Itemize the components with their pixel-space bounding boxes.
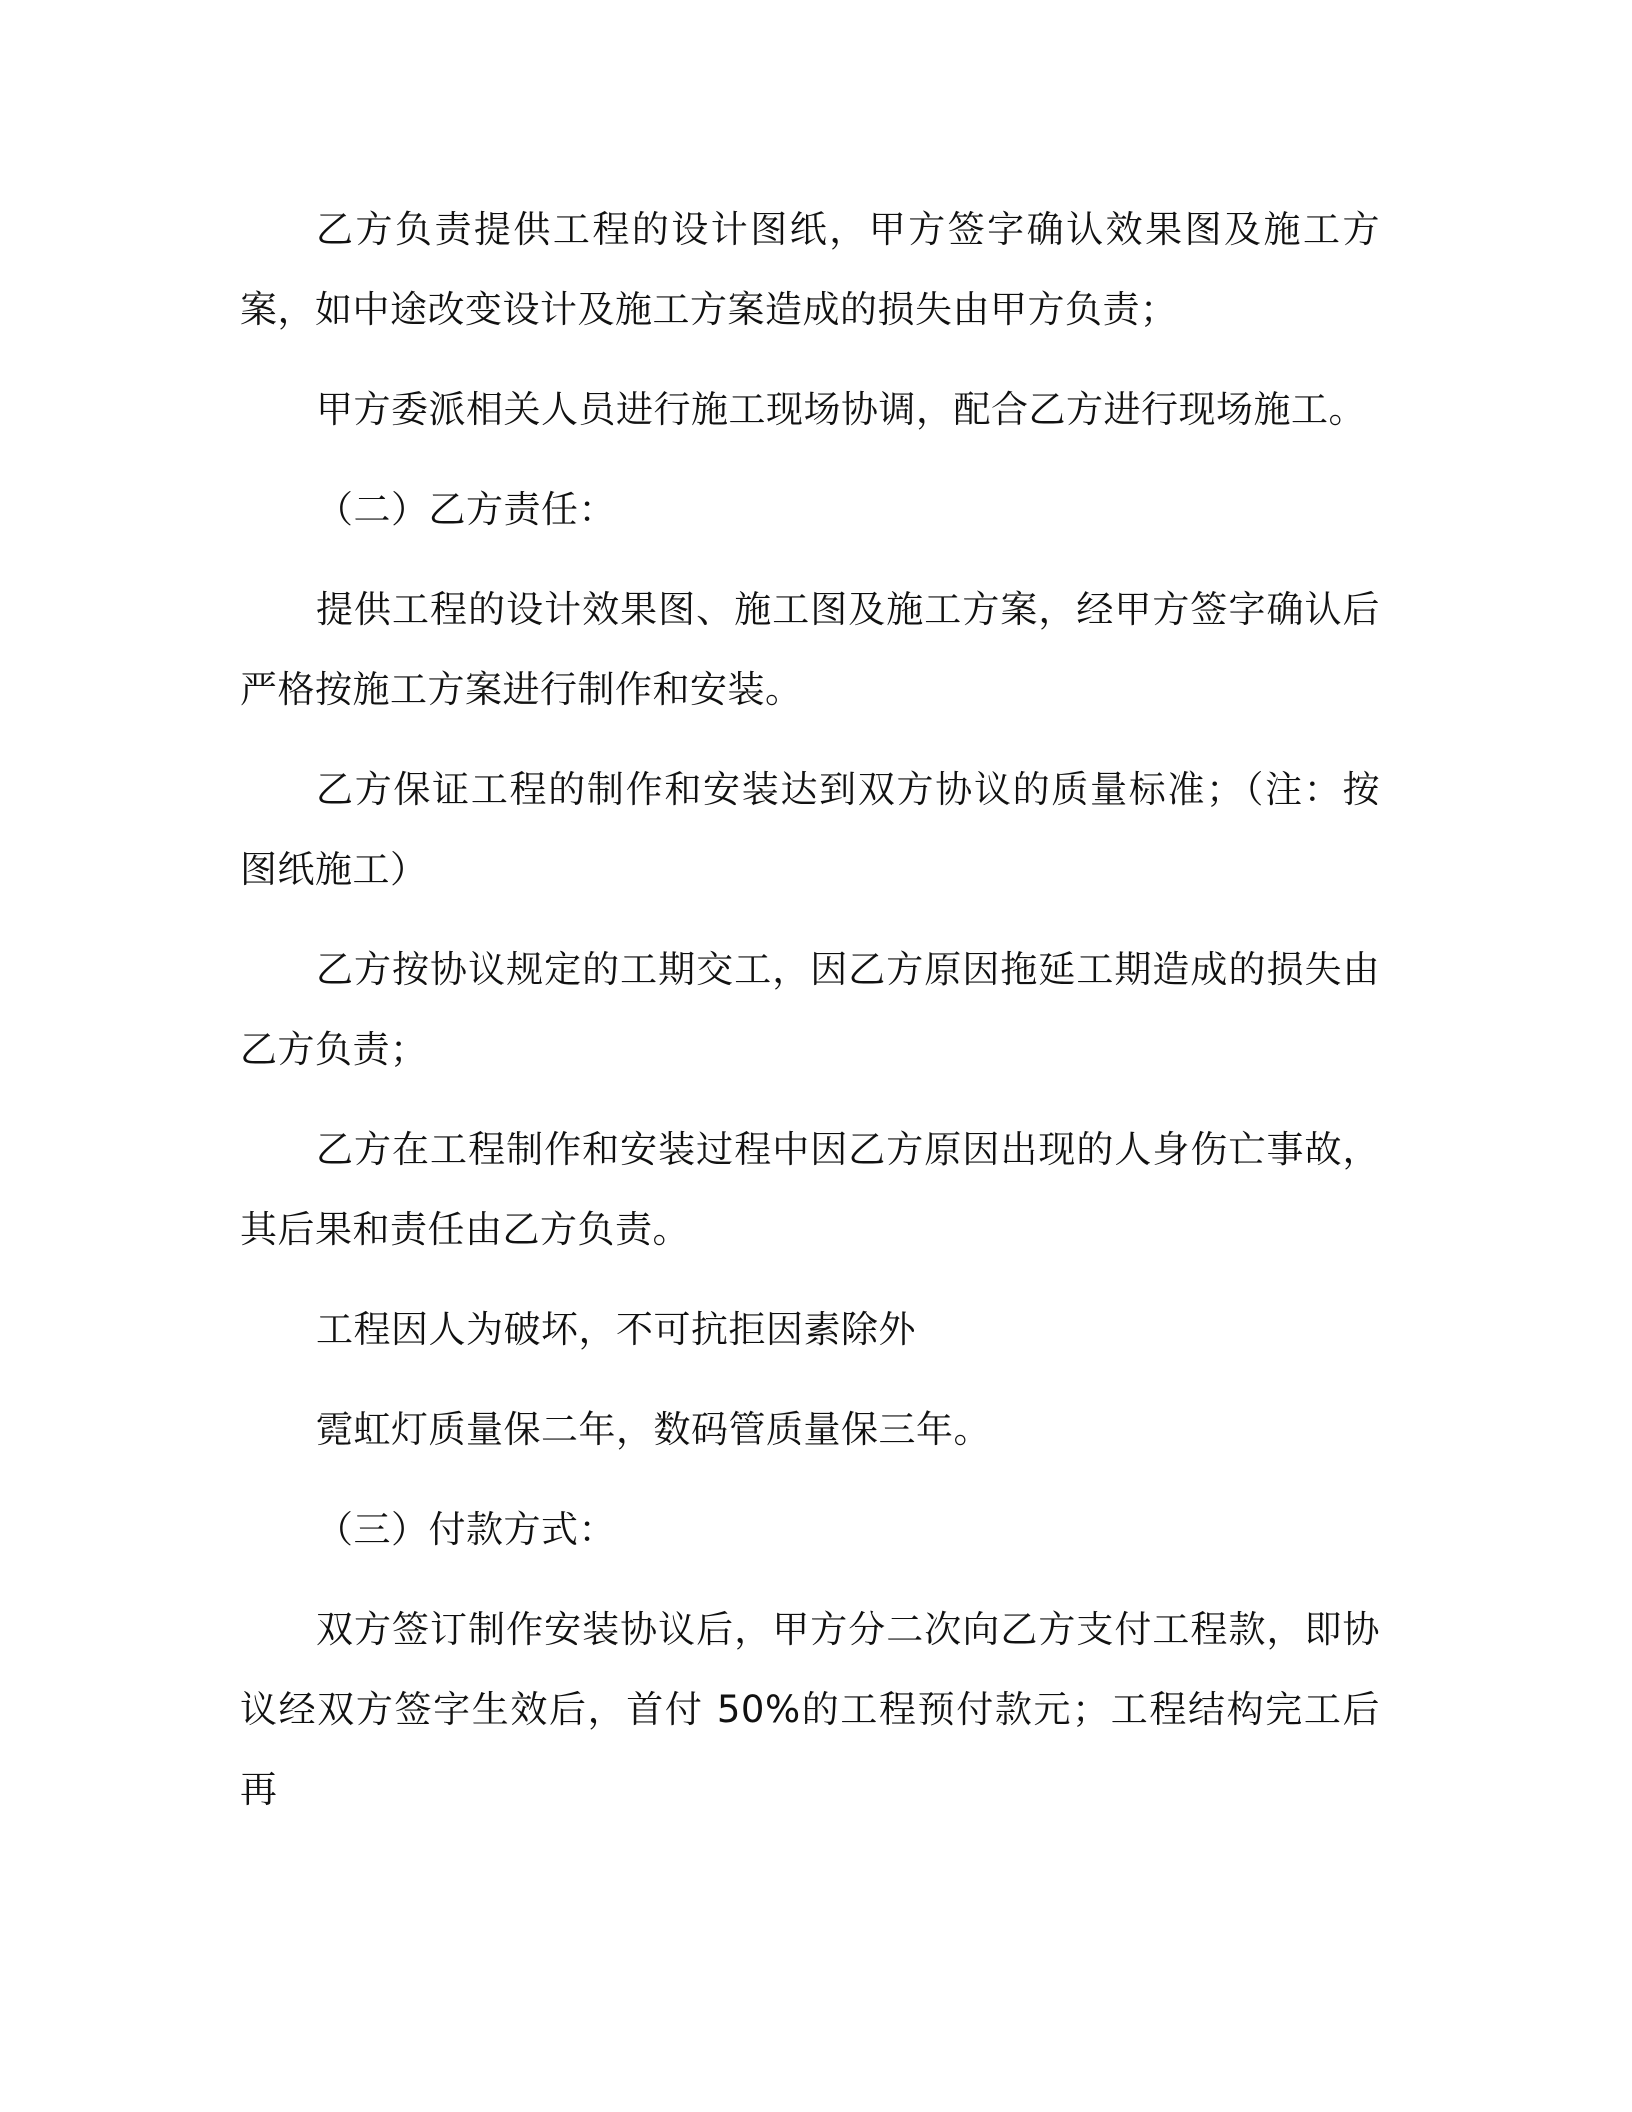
paragraph-quality-standard: 乙方保证工程的制作和安装达到双方协议的质量标准；（注：按图纸施工）	[240, 768, 1380, 891]
paragraph-exclusions: 工程因人为破坏，不可抗拒因素除外	[316, 1308, 916, 1351]
section-heading-party-b-responsibility: （二）乙方责任：	[316, 488, 616, 531]
paragraph-safety-liability: 乙方在工程制作和安装过程中因乙方原因出现的人身伤亡事故，其后果和责任由乙方负责。	[240, 1128, 1380, 1251]
paragraph-provide-design: 提供工程的设计效果图、施工图及施工方案，经甲方签字确认后严格按施工方案进行制作和安装。	[240, 588, 1380, 711]
paragraph-site-coordination: 甲方委派相关人员进行施工现场协调，配合乙方进行现场施工。	[316, 388, 1366, 431]
paragraph-design-drawings: 乙方负责提供工程的设计图纸，甲方签字确认效果图及施工方案，如中途改变设计及施工方案造成的损失由甲方负责；	[240, 208, 1380, 331]
paragraph-payment-terms: 双方签订制作安装协议后，甲方分二次向乙方支付工程款，即协议经双方签字生效后，首付 50%的工程预付款元；工程结构完工后再	[240, 1608, 1380, 1811]
paragraph-delivery-schedule: 乙方按协议规定的工期交工，因乙方原因拖延工期造成的损失由乙方负责；	[240, 948, 1380, 1071]
section-heading-payment-method: （三）付款方式：	[316, 1508, 616, 1551]
document-body	[240, 190, 1380, 1850]
paragraph-warranty: 霓虹灯质量保二年，数码管质量保三年。	[316, 1408, 991, 1451]
